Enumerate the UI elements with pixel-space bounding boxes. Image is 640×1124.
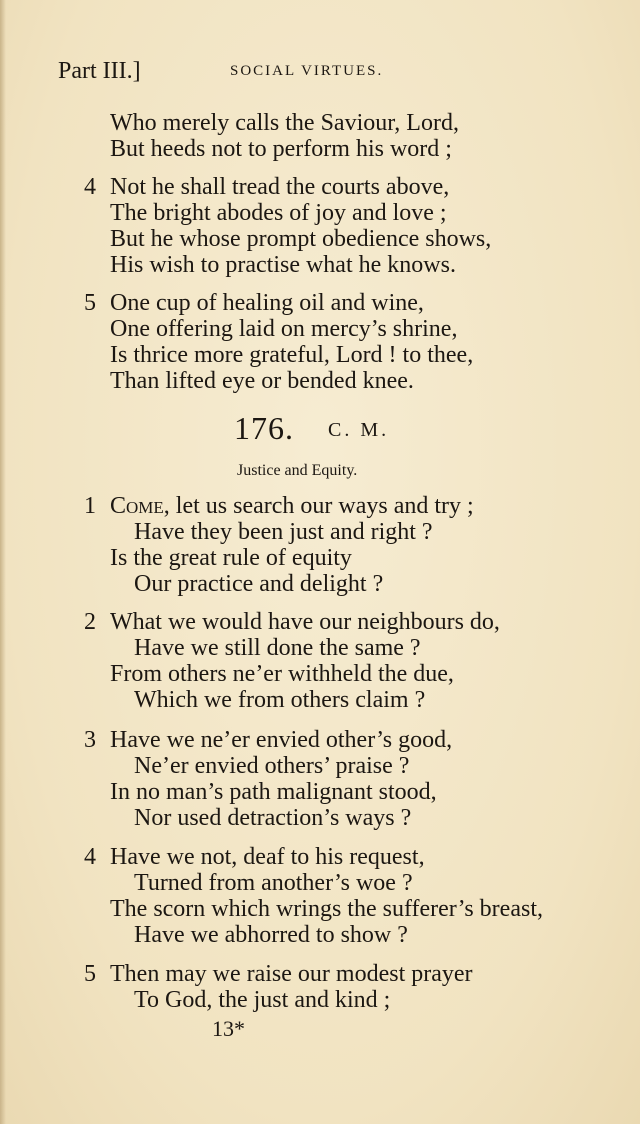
verse-line: His wish to practise what he knows. — [110, 252, 456, 278]
stanza-number: 4 — [84, 844, 96, 870]
verse-line: Have they been just and right ? — [134, 519, 433, 545]
hymn-number: 176. — [234, 410, 294, 446]
hymn-subtitle: Justice and Equity. — [237, 462, 358, 479]
verse-line — [110, 493, 474, 519]
hymn-meter: C. M. — [328, 419, 390, 441]
verse-line: Turned from another’s woe ? — [134, 870, 413, 896]
verse-text: , let us search our ways and try ; — [163, 493, 474, 519]
verse-line: The scorn which wrings the sufferer’s breast, — [110, 896, 543, 922]
verse-line: But heeds not to perform his word ; — [110, 136, 452, 162]
verse-line: Who merely calls the Saviour, Lord, — [110, 110, 459, 136]
verse-line: One offering laid on mercy’s shrine, — [110, 316, 458, 342]
verse-line: In no man’s path malignant stood, — [110, 779, 437, 805]
verse-line: But he whose prompt obedience shows, — [110, 226, 492, 252]
stanza-number: 5 — [84, 290, 96, 316]
stanza-number: 3 — [84, 727, 96, 753]
stanza-number: 1 — [84, 493, 96, 519]
verse-line: Have we not, deaf to his request, — [110, 844, 425, 870]
header-part: Part III.] — [58, 58, 141, 84]
header-title: SOCIAL VIRTUES. — [230, 63, 384, 79]
verse-line: The bright abodes of joy and love ; — [110, 200, 447, 226]
verse-line: Than lifted eye or bended knee. — [110, 368, 414, 394]
verse-line: Have we still done the same ? — [134, 635, 421, 661]
verse-line: Is thrice more grateful, Lord ! to thee, — [110, 342, 474, 368]
verse-line: Ne’er envied others’ praise ? — [134, 753, 410, 779]
verse-line: Then may we raise our modest prayer — [110, 961, 473, 987]
verse-line: What we would have our neighbours do, — [110, 609, 500, 635]
stanza-number: 5 — [84, 961, 96, 987]
signature-mark: 13* — [212, 1016, 245, 1041]
verse-line: Have we ne’er envied other’s good, — [110, 727, 453, 753]
verse-line: One cup of healing oil and wine, — [110, 290, 424, 316]
page-left-edge — [0, 0, 6, 1124]
verse-line: From others ne’er withheld the due, — [110, 661, 454, 687]
stanza-number: 2 — [84, 609, 96, 635]
verse-line: Nor used detraction’s ways ? — [134, 805, 412, 831]
verse-line: Which we from others claim ? — [134, 687, 426, 713]
verse-line: To God, the just and kind ; — [134, 987, 391, 1013]
verse-line: Not he shall tread the courts above, — [110, 174, 450, 200]
first-word: Come — [110, 493, 164, 519]
verse-line: Is the great rule of equity — [110, 545, 352, 571]
running-header — [58, 58, 578, 88]
stanza-number: 4 — [84, 174, 96, 200]
verse-line: Our practice and delight ? — [134, 571, 384, 597]
verse-line: Have we abhorred to show ? — [134, 922, 408, 948]
